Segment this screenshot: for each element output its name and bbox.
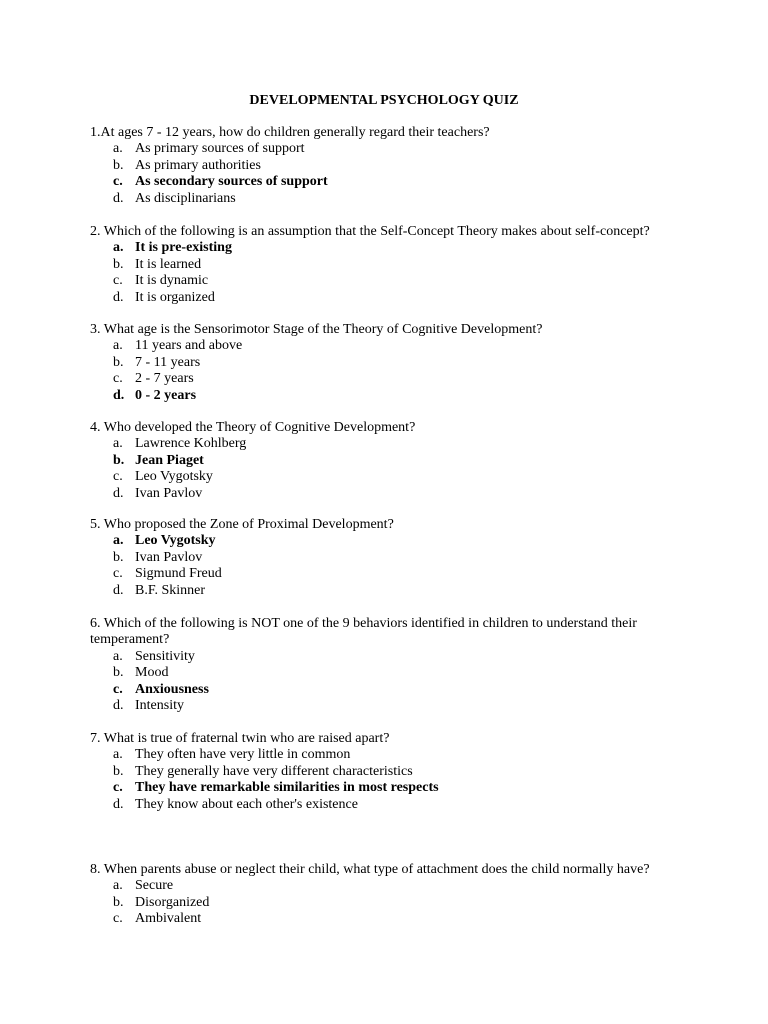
option-letter: a. [113,436,123,452]
question-text: 7. What is true of fraternal twin who are raised apart? [90,731,390,746]
option-letter: b. [113,549,124,565]
option-text: It is learned [135,256,202,272]
question-4 [90,420,650,502]
option-text: Ambivalent [135,911,202,927]
question-5 [90,517,650,599]
option-letter: b. [113,256,124,272]
answer-option-correct [90,453,650,469]
question-text: 3. What age is the Sensorimotor Stage of the Theory of Cognitive Development? [90,322,543,337]
answer-option [90,469,650,485]
option-letter: b. [113,894,124,910]
option-letter: a. [113,878,123,894]
question-6 [90,616,650,714]
option-text: 7 - 11 years [135,354,201,370]
answer-option [90,436,650,452]
question-text: 1.At ages 7 - 12 years, how do children generally regard their teachers? [90,125,490,140]
answer-option [90,747,650,763]
option-text: Anxiousness [135,681,209,697]
answer-option [90,797,650,813]
option-list [90,649,650,715]
answer-option [90,338,650,354]
answer-option [90,665,650,681]
option-text: Ivan Pavlov [135,485,203,501]
answer-option [90,191,650,207]
option-letter: c. [113,681,123,697]
option-text: They have remarkable similarities in most respects [135,780,439,796]
option-letter: c. [113,371,123,387]
option-list [90,747,650,813]
option-letter: d. [113,190,124,206]
option-letter: c. [113,273,123,289]
option-text: Lawrence Kohlberg [135,436,247,452]
option-text: It is organized [135,289,215,305]
option-letter: d. [113,387,125,403]
answer-option [90,878,650,894]
question-1 [90,125,650,207]
option-letter: d. [113,796,124,812]
question-2 [90,224,650,306]
option-text: B.F. Skinner [135,582,206,598]
question-text: 4. Who developed the Theory of Cognitive Development? [90,420,416,435]
option-text: 0 - 2 years [135,387,197,403]
answer-option-correct [90,388,650,404]
option-text: They generally have very different characteristics [135,763,413,779]
answer-option [90,895,650,911]
answer-option [90,273,650,289]
option-list [90,878,650,927]
question-text: 2. Which of the following is an assumption that the Self-Concept Theory makes about self-concept? [90,224,650,239]
answer-option [90,290,650,306]
option-text: Sigmund Freud [135,566,222,582]
option-letter: b. [113,665,124,681]
option-text: Leo Vygotsky [135,533,216,549]
option-text: It is pre-existing [135,240,232,256]
question-3 [90,322,650,404]
answer-option-correct [90,682,650,698]
answer-option [90,257,650,273]
option-list [90,141,650,207]
option-text: As secondary sources of support [135,174,328,190]
answer-option-correct [90,240,650,256]
option-letter: d. [113,697,124,713]
option-letter: a. [113,648,123,664]
option-letter: b. [113,763,124,779]
question-text: 5. Who proposed the Zone of Proximal Development? [90,517,394,532]
answer-option [90,649,650,665]
option-text: It is dynamic [135,273,209,289]
option-text: 2 - 7 years [135,371,194,387]
option-text: Ivan Pavlov [135,549,203,565]
option-text: As primary sources of support [135,141,305,157]
answer-option [90,486,650,502]
option-letter: b. [113,354,124,370]
option-text: Disorganized [135,894,210,910]
answer-option [90,550,650,566]
option-letter: d. [113,582,124,598]
answer-option [90,371,650,387]
answer-option [90,764,650,780]
question-7 [90,731,650,813]
option-letter: a. [113,338,123,354]
option-letter: a. [113,141,123,157]
option-letter: a. [113,240,124,256]
option-text: Sensitivity [135,648,195,664]
question-text: 6. Which of the following is NOT one of the 9 behaviors identified in children to understand their temperament? [90,616,637,648]
question-8 [90,862,650,928]
option-letter: a. [113,533,124,549]
answer-option-correct [90,780,650,796]
option-letter: c. [113,174,123,190]
option-letter: a. [113,747,123,763]
answer-option [90,583,650,599]
option-text: 11 years and above [135,338,243,354]
option-text: Leo Vygotsky [135,469,213,485]
answer-option [90,158,650,174]
option-letter: c. [113,780,123,796]
option-text: They often have very little in common [135,747,351,763]
option-list [90,240,650,306]
option-letter: d. [113,485,124,501]
question-text: 8. When parents abuse or neglect their child, what type of attachment does the child normally have? [90,862,650,877]
option-text: As primary authorities [135,157,261,173]
option-text: They know about each other's existence [135,796,358,812]
option-list [90,533,650,599]
option-letter: c. [113,469,123,485]
option-text: Intensity [135,697,184,713]
option-letter: b. [113,157,124,173]
answer-option [90,698,650,714]
option-letter: c. [113,566,123,582]
option-list [90,436,650,502]
option-letter: b. [113,452,125,468]
quiz-title: DEVELOPMENTAL PSYCHOLOGY QUIZ [249,93,519,108]
option-list [90,338,650,404]
answer-option [90,355,650,371]
option-text: Jean Piaget [135,452,204,468]
answer-option [90,566,650,582]
option-letter: c. [113,911,123,927]
option-text: Mood [135,665,169,681]
answer-option [90,911,650,927]
option-text: As disciplinarians [135,190,236,206]
option-letter: d. [113,289,124,305]
option-text: Secure [135,878,174,894]
answer-option-correct [90,533,650,549]
answer-option [90,141,650,157]
answer-option-correct [90,174,650,190]
